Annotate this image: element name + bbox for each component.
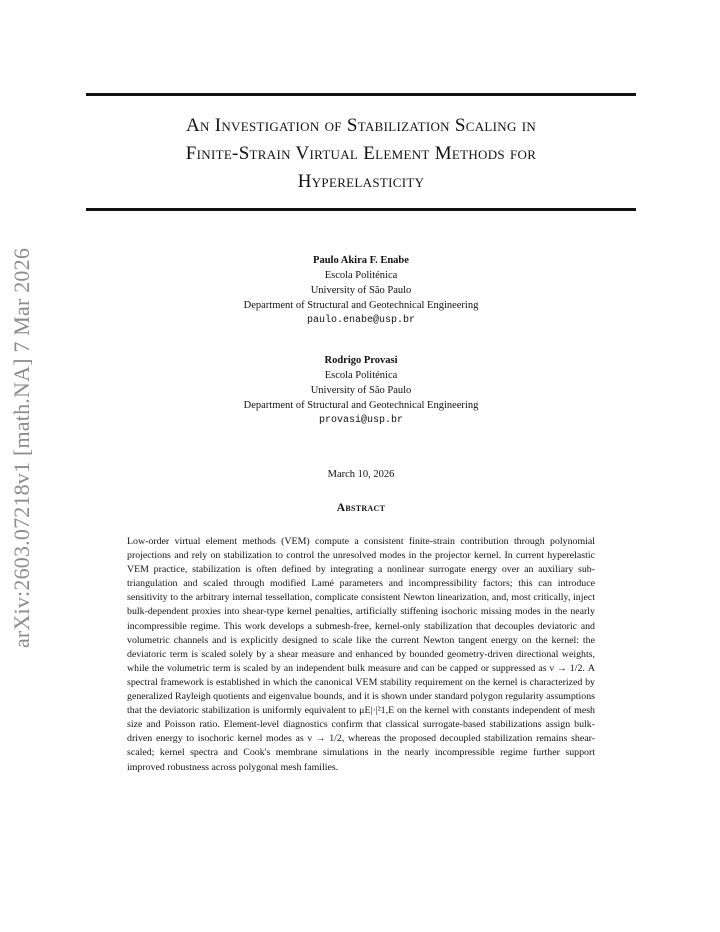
author-name: Paulo Akira F. Enabe [313,255,409,266]
author-affiliation-school: Escola Politénica [324,370,398,381]
paper-title [86,112,636,196]
author-block-1 [86,253,636,328]
author-affiliation-department: Department of Structural and Geotechnical Engineering [243,400,479,411]
author-name: Rodrigo Provasi [324,355,398,366]
abstract-text: Low-order virtual element methods (VEM) compute a consistent finite-strain contribution through polynomial projections and rely on stabilization to control the unresolved modes in the projector kernel. In current hyperelastic VEM practice, stabilization is often defined by integrating a nonlinear surrogate energy over an auxiliary sub-triangulation and scaled through modified Lamé parameters and incompressibility factors; this can introduce sensitivity to the arbitrary internal tessellation, complicate consistent Newton linearization, and, most critically, inject bulk-dependent proxies into shear-type kernel penalties, artificially stiffening isochoric missing modes in the nearly incompressible regime. This work develops a submesh-free, kernel-only stabilization that decouples deviatoric and volumetric channels and is explicitly designed to scale like the current Newton tangent energy on the kernel: the deviatoric term is scaled solely by a shear measure and enhanced by bounded geometry-driven directional weights, while the volumetric term is scaled by an independent bulk measure and can be capped or suppressed as ν → 1/2. A spectral framework is established in which the canonical VEM stability requirement on the kernel is characterized by generalized Rayleigh quotients and eigenvalue bounds, and it is shown under standard polygon regularity assumptions that the deviatoric stabilization is uniformly equivalent to μE|·|²1,E on the kernel with constants independent of mesh size and Poisson ratio. Element-level diagnostics confirm that classical surrogate-based stabilizations assign bulk-driven energy to isochoric kernel modes as ν → 1/2, whereas the proposed decoupled stabilization remains shear-scaled; kernel spectra and Cook's membrane simulations in the nearly incompressible regime further support improved robustness across polygonal mesh families. [127,536,595,773]
publication-date: March 10, 2026 [327,469,395,480]
author-email[interactable]: paulo.enabe@usp.br [306,315,416,326]
author-block-2 [86,353,636,428]
abstract-heading: Abstract [336,502,386,514]
author-affiliation-school: Escola Politénica [324,270,398,281]
title-line-3: Hyperelasticity [297,171,425,192]
author-email[interactable]: provasi@usp.br [318,415,403,426]
title-bottom-rule [86,208,636,211]
title-line-1: An Investigation of Stabilization Scaling in [185,115,537,136]
author-affiliation-department: Department of Structural and Geotechnical Engineering [243,300,479,311]
title-line-2: Finite-Strain Virtual Element Methods for [185,143,537,164]
author-affiliation-university: University of São Paulo [310,385,412,396]
author-affiliation-university: University of São Paulo [310,285,412,296]
title-top-rule [86,93,636,96]
arxiv-identifier-text: arXiv:2603.07218v1 [math.NA] 7 Mar 2026 [9,247,34,649]
